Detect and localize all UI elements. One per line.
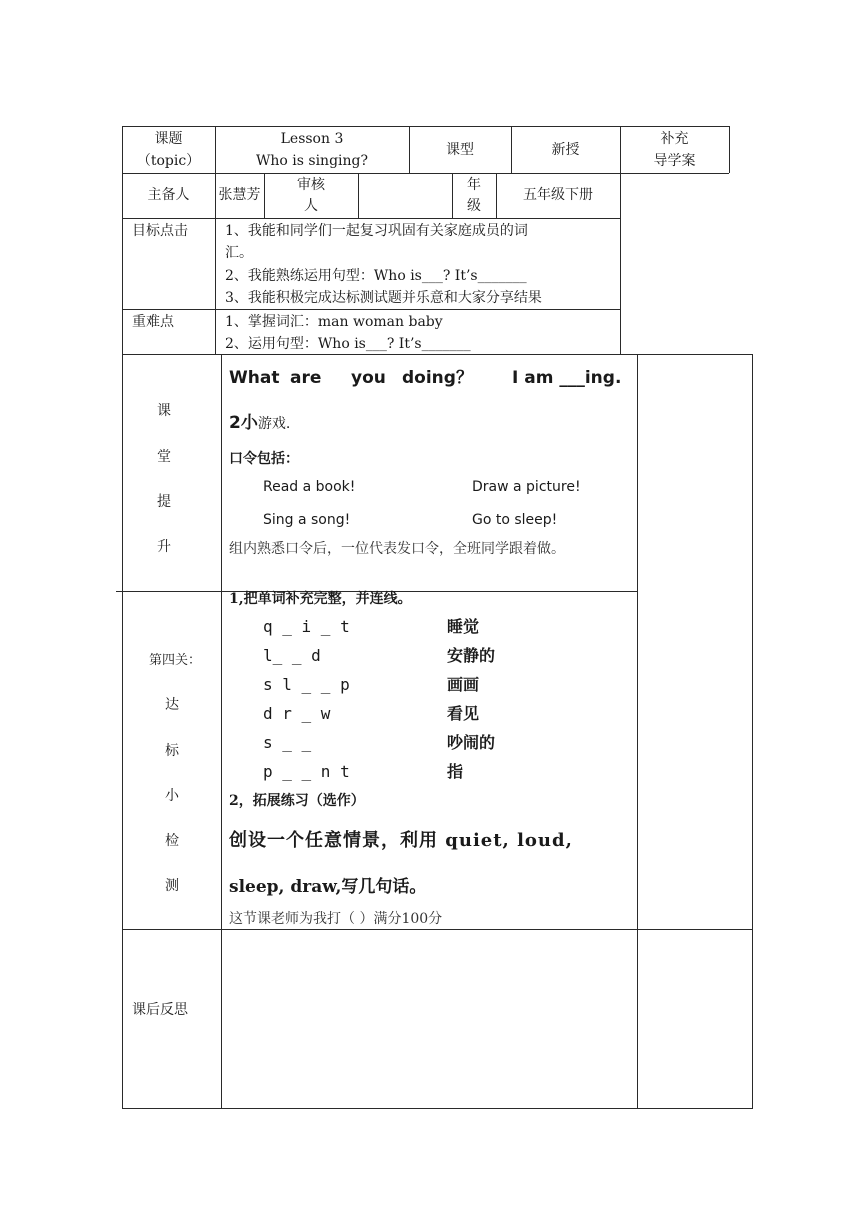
- goal-line: 2、我能熟练运用句型：Who is___? It’s_______: [225, 268, 527, 284]
- test-label-char: 标: [165, 743, 179, 759]
- lesson-number: Lesson 3: [280, 131, 344, 147]
- grade-label-2: 级: [467, 198, 481, 214]
- word-meaning: 安静的: [447, 646, 496, 665]
- game-number: 2小: [229, 413, 258, 433]
- word-meaning: 睡觉: [447, 617, 480, 636]
- exercise2-line: sleep, draw,写几句话。: [229, 877, 427, 897]
- classroom-label-char: 提: [157, 494, 171, 510]
- preparer-label: 主备人: [147, 187, 190, 203]
- game-text: 游戏.: [257, 416, 291, 432]
- classroom-label-char: 升: [157, 539, 171, 555]
- question-word: What: [229, 368, 280, 388]
- word-blank: s _ _: [263, 733, 312, 752]
- game-heading: [229, 414, 290, 433]
- word-meaning: 看见: [447, 704, 480, 723]
- question-word: you: [351, 368, 386, 388]
- reflection-label: 课后反思: [132, 1002, 188, 1018]
- instruction-text: 组内熟悉口令后，一位代表发口令，全班同学跟着做。: [229, 541, 565, 557]
- grade-label: 年: [467, 177, 481, 193]
- goal-line: 1、我能和同学们一起复习巩固有关家庭成员的词: [225, 223, 528, 239]
- supplement-label: 补充: [660, 131, 689, 147]
- question-word: doing？: [402, 368, 473, 388]
- goals-label: 目标点击: [132, 223, 188, 239]
- reviewer-label: 审核: [297, 177, 325, 193]
- command: Draw a picture!: [472, 479, 581, 495]
- word-blank: d r _ w: [263, 704, 331, 723]
- word-meaning: 指: [447, 762, 464, 781]
- word-meaning: 吵闹的: [447, 733, 496, 752]
- goal-line: 汇。: [225, 245, 253, 261]
- type-value: 新授: [551, 142, 580, 158]
- key-point-line: 1、掌握词汇：man woman baby: [225, 314, 443, 330]
- grade-value: 五年级下册: [523, 187, 593, 203]
- word-meaning: 画画: [447, 675, 480, 694]
- exercise1-title: 1,把单词补充完整，并连线。: [229, 591, 412, 607]
- test-label-char: 第四关：: [149, 653, 202, 668]
- command: Go to sleep!: [472, 512, 558, 528]
- command: Read a book!: [263, 479, 356, 495]
- answer-sentence: I am ___ing.: [512, 368, 622, 388]
- exercise2-title: 2，拓展练习（选作）: [229, 793, 365, 809]
- preparer-value: 张慧芳: [218, 187, 261, 203]
- test-label-char: 小: [165, 788, 179, 804]
- test-label-char: 测: [165, 878, 179, 894]
- classroom-label-char: 堂: [157, 449, 171, 465]
- score-line: 这节课老师为我打（ ）满分100分: [229, 911, 443, 927]
- exercise2-line: 创设一个任意情景，利用 quiet, loud,: [229, 830, 573, 851]
- lesson-title: Who is singing?: [256, 153, 368, 169]
- test-label-char: 检: [165, 833, 179, 849]
- reviewer-label-2: 人: [304, 198, 318, 214]
- word-blank: l_ _ d: [263, 646, 321, 665]
- classroom-label-char: 课: [157, 403, 171, 419]
- key-points-label: 重难点: [132, 314, 174, 330]
- word-blank: p _ _ n t: [263, 762, 350, 781]
- command: Sing a song!: [263, 512, 351, 528]
- goal-line: 3、我能积极完成达标测试题并乐意和大家分享结果: [225, 290, 542, 306]
- word-blank: q _ i _ t: [263, 617, 350, 636]
- word-blank: s l _ _ p: [263, 675, 350, 694]
- key-point-line: 2、运用句型：Who is___? It’s_______: [225, 336, 471, 352]
- commands-label: 口令包括：: [229, 451, 299, 467]
- question-word: are: [290, 368, 322, 388]
- topic-label-en: （topic）: [136, 153, 201, 169]
- supplement-label-2: 导学案: [653, 153, 696, 169]
- topic-label: 课题: [154, 131, 183, 147]
- test-label-char: 达: [165, 697, 179, 713]
- type-label: 课型: [446, 142, 474, 158]
